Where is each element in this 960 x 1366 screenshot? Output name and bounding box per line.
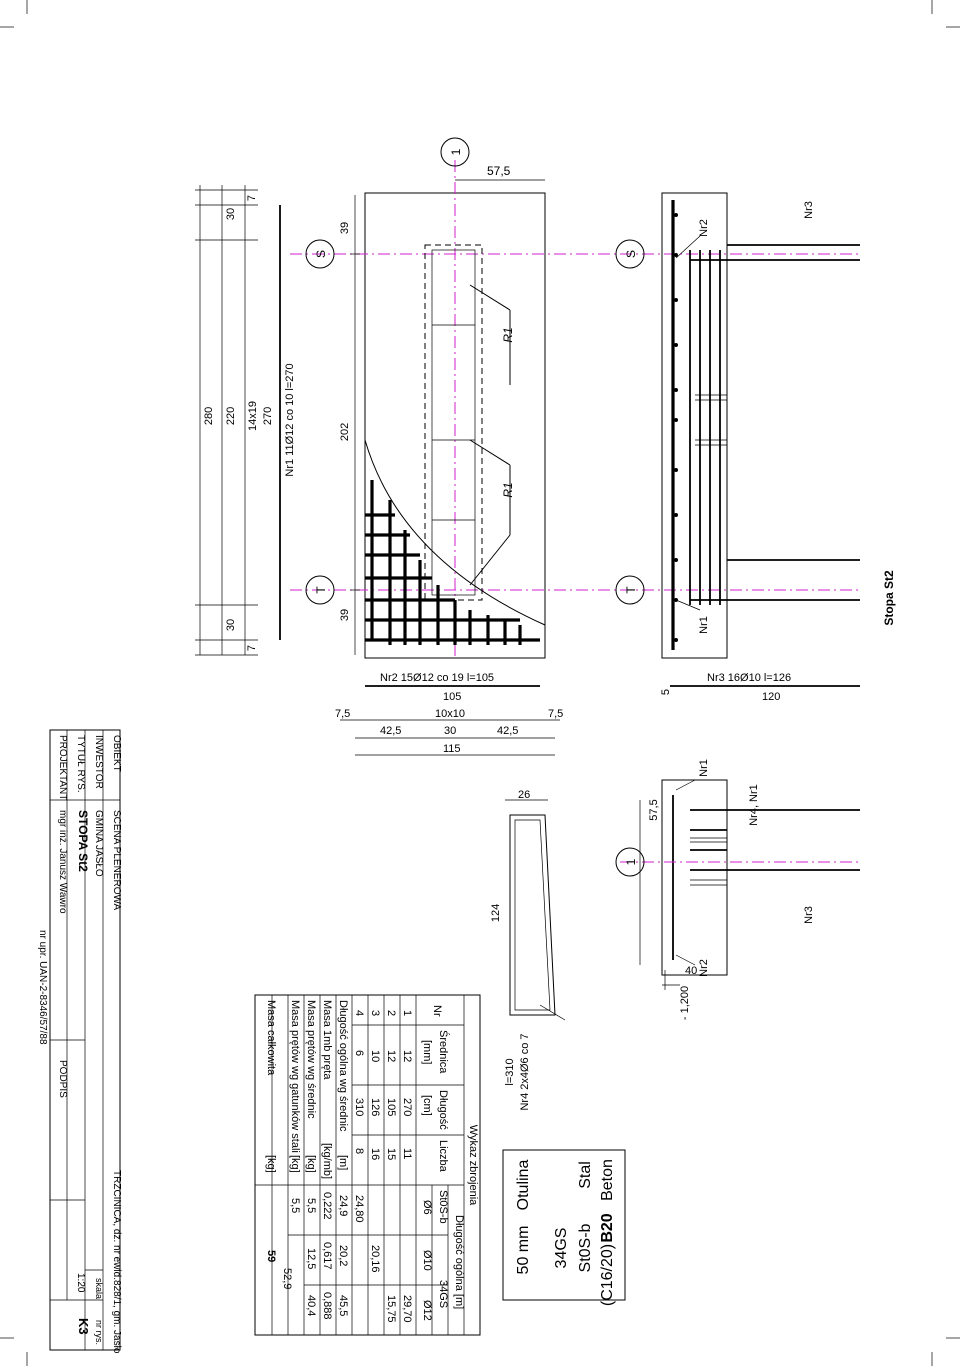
materials-beton-equiv: (C16/20) [599, 1243, 616, 1307]
side-label-nr2: Nr2 [698, 959, 710, 977]
tb-nr-rys-value: K3 [76, 1318, 91, 1335]
schedule-row-1-c12: 29,70 [401, 1295, 413, 1323]
schedule-sum-5-total: 59 [265, 1250, 277, 1263]
schedule-header-d6: Ø6 [421, 1200, 433, 1215]
tb-skala-label: skala [94, 1278, 104, 1300]
schedule-row-1-len: 270 [401, 1098, 413, 1117]
schedule-row-3-c10: 20,16 [369, 1245, 381, 1273]
svg-text:T: T [624, 586, 638, 594]
materials-stal-grade1: St0S-b [577, 1223, 594, 1273]
schedule-sum-1-c10: 20,2 [337, 1245, 349, 1267]
schedule-row-3-nr: 3 [369, 1010, 381, 1017]
schedule-row-2-len: 105 [385, 1098, 397, 1117]
plan-dim-39-top: 39 [339, 221, 351, 235]
schedule-header-d12: Ø12 [421, 1300, 433, 1321]
elev-label-nr2: Nr2 [698, 219, 710, 237]
tb-nr-upr: nr upr. UAN-2-8346/57/88 [37, 930, 48, 1045]
schedule-sum-3-c12: 40,4 [305, 1295, 317, 1317]
elev-dim-120: 120 [762, 691, 781, 703]
schedule-row-4-fi: 6 [353, 1050, 365, 1057]
schedule-sum-2-c10: 0,617 [321, 1242, 333, 1270]
side-dim-40: 40 [685, 965, 698, 977]
schedule-caption: Wykaz zbrojenia [467, 1124, 479, 1206]
left-dim-280: 280 [203, 406, 215, 426]
side-label-nr3: Nr3 [803, 906, 815, 924]
tb-podpis-label: PODPIS [57, 1060, 68, 1098]
materials-beton-class: B20 [599, 1213, 616, 1243]
stirrup-dim-124: 124 [490, 903, 502, 923]
schedule-sum-2-c12: 0,888 [321, 1292, 333, 1320]
tb-obiekt-value: SCENA PLENEROWA [111, 810, 122, 911]
section-label-r1-top: R1 [501, 327, 515, 343]
side-label-nr4-nr1: Nr4, Nr1 [748, 784, 760, 826]
bar-nr2-label: Nr2 15Ø12 co 19 l=105 [380, 672, 495, 684]
left-dim-7-top: 7 [246, 194, 258, 202]
elev-label-nr1: Nr1 [698, 616, 710, 634]
elevation-view [620, 193, 860, 658]
left-dim-270: 270 [262, 406, 274, 426]
schedule-sum-2-c6: 0,222 [321, 1192, 333, 1220]
side-label-nr1: Nr1 [698, 759, 710, 777]
schedule-sum-4-unit: [kg] [289, 1155, 301, 1173]
materials-stal-grade2: 34GS [553, 1227, 570, 1269]
schedule-header-srednica: Średnica [437, 1030, 449, 1074]
elev-dim-5: 5 [660, 688, 672, 696]
tb-tytul-value: STOPA St2 [76, 810, 90, 872]
svg-text:S: S [314, 249, 328, 259]
tb-projektant-value: mgr inż. Janusz Wawro [57, 810, 68, 914]
schedule-header-nr: Nr [431, 1005, 443, 1017]
plan-dim-425-left: 42,5 [380, 725, 402, 737]
stirrup-nr4-label: Nr4 2x4Ø6 co 7 [519, 1033, 531, 1111]
schedule-row-4-cnt: 8 [353, 1148, 365, 1155]
schedule-row-2-nr: 2 [385, 1010, 397, 1017]
schedule-row-2-cnt: 15 [385, 1148, 397, 1161]
materials-beton-label: Beton [599, 1159, 616, 1201]
plan-dim-425-right: 42,5 [497, 725, 519, 737]
plan-dim-30: 30 [444, 725, 457, 737]
schedule-header-dlugosc: Długość [437, 1090, 449, 1130]
plan-dim-202: 202 [339, 422, 351, 442]
schedule-sum-1-unit: [m] [337, 1155, 349, 1171]
materials-otulina-label: Otulina [515, 1159, 532, 1211]
plan-dim-39-bottom: 39 [339, 608, 351, 622]
left-dim-30-top: 30 [225, 207, 237, 221]
plan-dim-115: 115 [443, 743, 461, 755]
plan-dim-75-right: 7,5 [548, 708, 564, 720]
stirrup-dim-26: 26 [518, 789, 531, 801]
schedule-sum-3-c6: 5,5 [305, 1198, 317, 1214]
left-dim-spacing: 14x19 [247, 401, 259, 431]
plan-dim-10x10: 10x10 [435, 708, 465, 720]
bar-nr3-label: Nr3 16Ø10 l=126 [707, 672, 792, 684]
svg-text:1: 1 [449, 148, 463, 156]
tb-nr-rys-label: nr rys. [94, 1320, 104, 1346]
schedule-sum-5-unit: [kg] [265, 1155, 277, 1173]
schedule-sum-3-label: Masa prętów wg średnic [305, 1000, 317, 1119]
schedule-row-1-fi: 12 [401, 1050, 413, 1063]
left-dim-7-bottom: 7 [246, 644, 258, 652]
schedule-row-4-nr: 4 [353, 1010, 365, 1017]
svg-text:T: T [314, 586, 328, 594]
tb-inwestor-label: INWESTOR [93, 735, 104, 789]
plan-dim-105: 105 [443, 691, 462, 703]
bar-nr1-label: Nr1 11Ø12 co 10 l=270 [284, 363, 296, 477]
schedule-header-dl-ogolna: Długość ogólna [m] [453, 1215, 465, 1310]
side-level: - 1,200 [679, 985, 691, 1021]
materials-otulina-value: 50 mm [515, 1225, 532, 1275]
schedule-row-3-fi: 10 [369, 1050, 381, 1063]
schedule-row-2-fi: 12 [385, 1050, 397, 1063]
plan-dim-75-left: 7,5 [335, 708, 351, 720]
schedule-sum-1-label: Długość ogólna wg średnic [337, 1000, 349, 1132]
stirrup-nr4-shape [505, 800, 565, 1020]
section-label-r1-bottom: R1 [501, 482, 515, 498]
schedule-header-liczba: Liczba [437, 1140, 449, 1172]
plan-dim-575: 57,5 [487, 164, 511, 178]
svg-text:S: S [624, 249, 638, 259]
svg-text:1: 1 [624, 858, 638, 866]
tb-location: TRZCINICA, dz. nr ewid.828/1, gm. Jasło [111, 1170, 122, 1354]
schedule-header-d10: Ø10 [421, 1250, 433, 1271]
schedule-sum-2-unit: [kg/mb] [321, 1143, 333, 1180]
left-dim-220: 220 [225, 406, 237, 426]
schedule-row-2-c12: 15,75 [385, 1295, 397, 1323]
schedule-header-grade1: St0S-b [437, 1190, 449, 1224]
tb-skala-value: 1:20 [75, 1273, 86, 1293]
schedule-sum-4-label: Masa prętów wg gatunków stali [289, 1000, 301, 1153]
schedule-row-3-cnt: 16 [369, 1148, 381, 1161]
schedule-sum-2-label: Masa 1mb pręta [321, 1000, 333, 1080]
tb-tytul-label: TYTUŁ RYS. [75, 735, 86, 793]
schedule-header-dlugosc-unit: [cm] [421, 1095, 433, 1116]
schedule-sum-3-unit: [kg] [305, 1155, 317, 1173]
schedule-sum-4-g1: 5,5 [289, 1198, 301, 1214]
side-dim-575: 57,5 [648, 799, 660, 821]
materials-stal-label: Stal [577, 1161, 594, 1189]
schedule-sum-1-c6: 24,9 [337, 1195, 349, 1217]
schedule-row-1-nr: 1 [401, 1010, 413, 1017]
schedule-row-4-c6: 24,80 [353, 1195, 365, 1223]
stirrup-nr4-length: l=310 [504, 1058, 516, 1086]
tb-obiekt-label: OBIEKT [111, 735, 122, 772]
tb-projektant-label: PROJEKTANT [57, 735, 68, 801]
schedule-header-srednica-unit: [mm] [421, 1040, 433, 1065]
left-dim-30-bottom: 30 [225, 618, 237, 632]
schedule-sum-3-c10: 12,5 [305, 1248, 317, 1270]
elev-label-nr3-top: Nr3 [803, 201, 815, 219]
schedule-row-1-cnt: 11 [401, 1148, 413, 1160]
schedule-row-4-len: 310 [353, 1098, 365, 1117]
tb-inwestor-value: GMINA JASŁO [93, 810, 104, 877]
schedule-sum-4-g2: 52,9 [281, 1268, 293, 1290]
schedule-sum-5-label: Masa całkowita [265, 1000, 277, 1076]
drawing-title: Stopa St2 [882, 570, 896, 626]
schedule-row-3-len: 126 [369, 1098, 381, 1117]
schedule-header-grade2: 34GS [437, 1280, 449, 1309]
schedule-sum-1-c12: 45,5 [337, 1295, 349, 1317]
